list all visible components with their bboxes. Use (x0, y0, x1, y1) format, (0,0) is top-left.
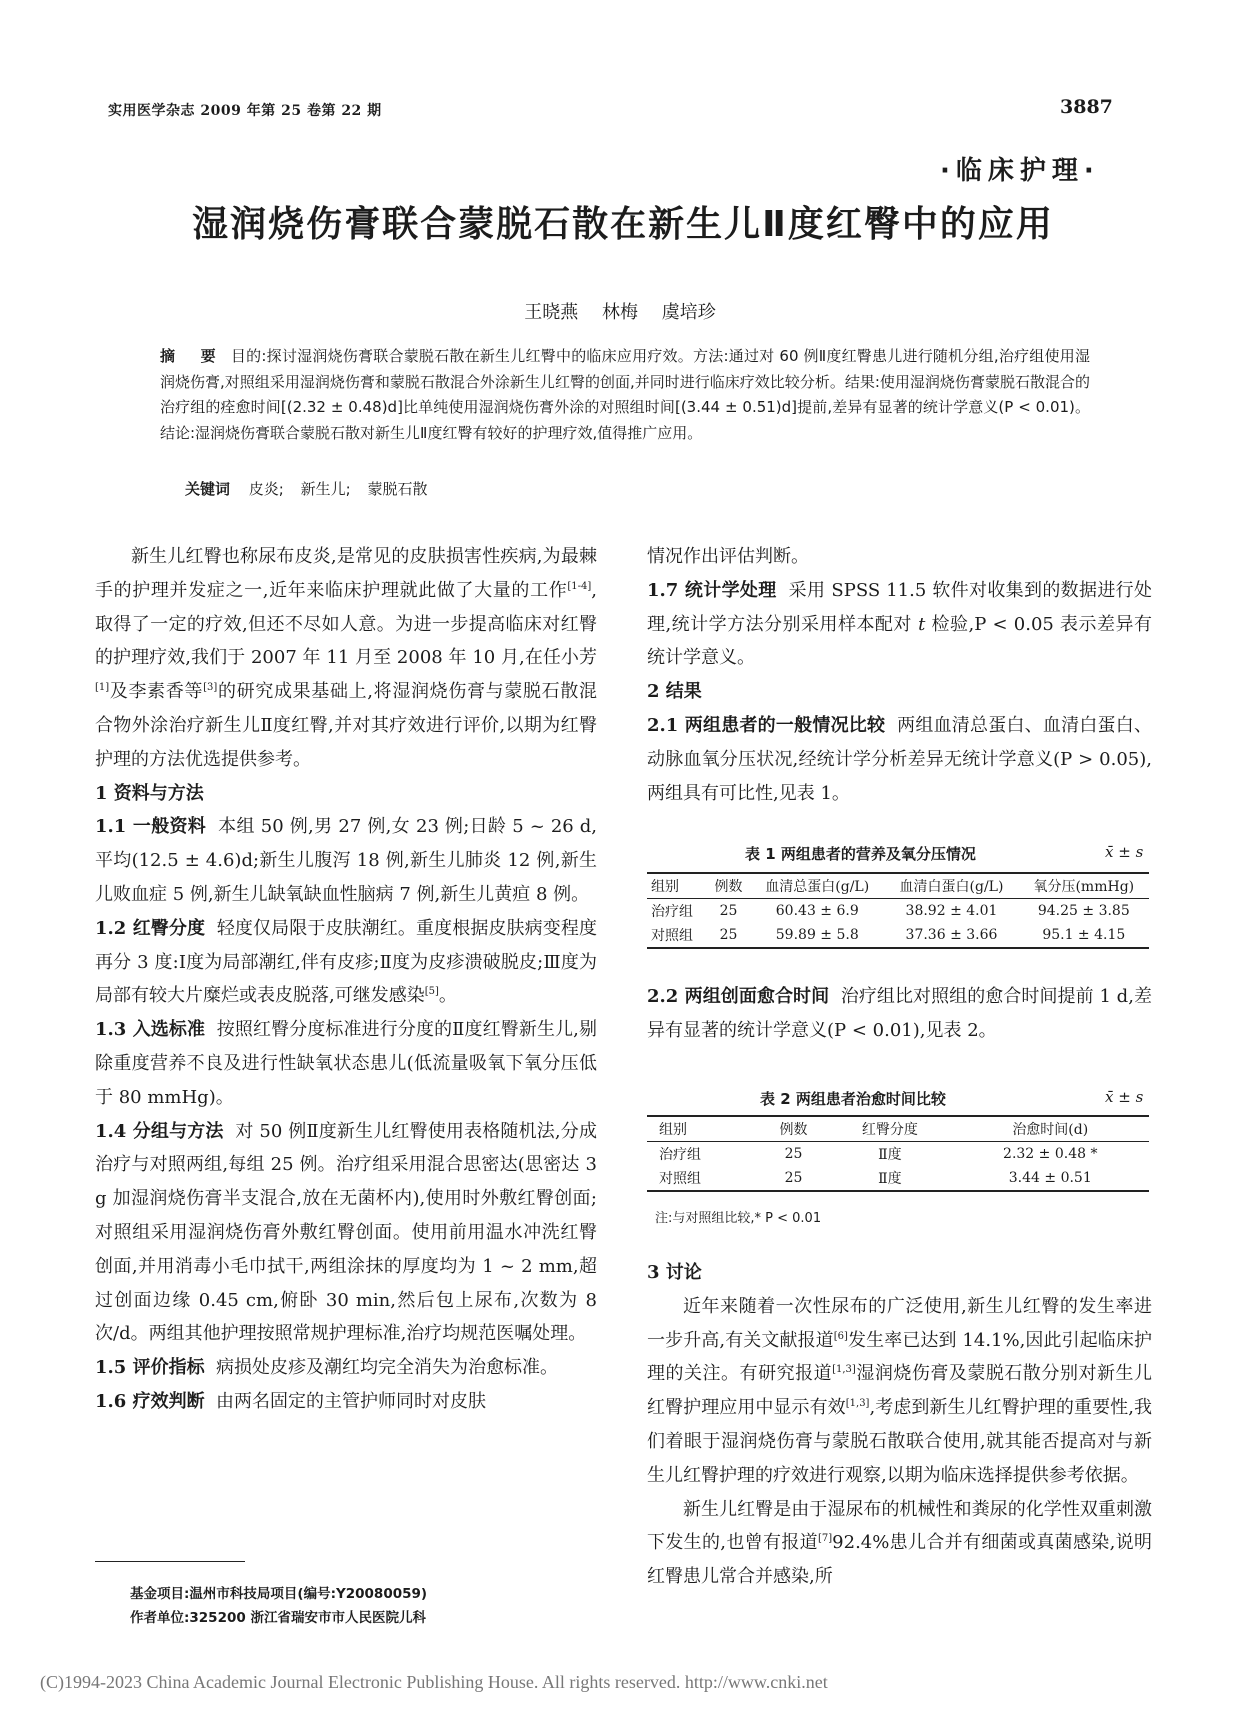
citation: [1,3] (832, 1364, 856, 1376)
discussion-section (647, 1256, 1152, 1594)
body-right-column-top (647, 540, 1152, 810)
affiliation-footnote: 作者单位:325200 浙江省瑞安市市人民医院儿科 (130, 1610, 426, 1626)
table-cell: 治疗组 (659, 1147, 701, 1163)
table1-stat: x̄ ± s (1105, 843, 1144, 861)
column-header: 血清总蛋白(g/L) (765, 879, 870, 895)
page-number: 3887 (1060, 96, 1113, 118)
table-cell: 3.44 ± 0.51 (1008, 1170, 1092, 1186)
section-heading: 1 资料与方法 (95, 782, 204, 804)
keywords (185, 478, 440, 499)
table1 (647, 872, 1149, 949)
column-header: 例数 (714, 879, 743, 895)
table-cell: 60.43 ± 6.9 (775, 903, 859, 919)
section-heading: 2 结果 (647, 681, 702, 703)
table-cell: 25 (719, 927, 738, 943)
abstract (160, 344, 1090, 446)
table-cell: 94.25 ± 3.85 (1037, 903, 1130, 919)
table-cell: 治疗组 (651, 904, 693, 920)
table-cell: 25 (784, 1146, 803, 1162)
article-title: 湿润烧伤膏联合蒙脱石散在新生儿Ⅱ度红臀中的应用 (192, 204, 1054, 245)
table-row (647, 899, 1149, 924)
table-cell: 25 (719, 903, 738, 919)
subsection-1-1: 1.1 一般资料 本组 50 例,男 27 例,女 23 例;日龄 5 ~ 26 d,平均(12.5 ± 4.6)d;新生儿腹泻 18 例,新生儿肺炎 12 例,新生儿败血症 5 例,新生儿缺氧缺血性脑病 7 例,新生儿黄疸 8 例。 (95, 816, 597, 905)
table-cell: Ⅱ度 (878, 1171, 902, 1187)
table-row (647, 1142, 1149, 1167)
citation: [6] (833, 1330, 848, 1342)
table2 (647, 1115, 1149, 1192)
column-header: 组别 (659, 1122, 687, 1138)
table-row (647, 923, 1149, 948)
subsection-1-6-continued: 情况作出评估判断。 (647, 546, 809, 567)
citation: [7] (818, 1533, 833, 1545)
abstract-label: 摘 要 (160, 347, 226, 365)
table-cell: 2.32 ± 0.48 * (1003, 1146, 1098, 1162)
table-cell: 对照组 (651, 928, 693, 944)
subsection-1-7: 1.7 统计学处理 采用 SPSS 11.5 软件对收集到的数据进行处理,统计学方法分别采用样本配对 t 检验,P < 0.05 表示差异有统计学意义。 (647, 579, 1152, 669)
authors: 王晓燕 林梅 虞培珍 (524, 302, 716, 323)
table2-stat: x̄ ± s (1105, 1088, 1144, 1106)
section-heading: 3 讨论 (647, 1262, 702, 1283)
table-cell: Ⅱ度 (878, 1147, 902, 1163)
column-header: 氧分压(mmHg) (1033, 879, 1135, 895)
keywords-label: 关键词 (185, 480, 231, 498)
table-row (647, 1166, 1149, 1191)
table-header-row (647, 873, 1149, 899)
subsection-1-2: 1.2 红臀分度 轻度仅局限于皮肤潮红。重度根据皮肤病变程度再分 3 度:Ⅰ度为局部潮红,伴有皮疹;Ⅱ度为皮疹溃破脱皮;Ⅲ度为局部有较大片糜烂或表皮脱落,可继发感染[5]。 (95, 917, 597, 1007)
copyright-footer: (C)1994-2023 China Academic Journal Electronic Publishing House. All rights reserved. http://www.cnki.net (40, 1672, 828, 1692)
table2-note: 注:与对照组比较,* P < 0.01 (655, 1211, 822, 1226)
table-cell: 37.36 ± 3.66 (905, 927, 998, 943)
table-cell: 59.89 ± 5.8 (775, 927, 859, 943)
column-header: 例数 (779, 1122, 808, 1138)
table-cell: 25 (784, 1170, 803, 1186)
citation: [5] (424, 986, 439, 998)
subsection-2-1: 2.1 两组患者的一般情况比较 两组血清总蛋白、血清白蛋白、动脉血氧分压状况,经统计学分析差异无统计学意义(P > 0.05),两组具有可比性,见表 1。 (647, 714, 1152, 804)
subsection-2-2: 2.2 两组创面愈合时间 治疗组比对照组的愈合时间提前 1 d,差异有显著的统计学意义(P < 0.01),见表 2。 (647, 986, 1152, 1041)
table-cell: 对照组 (659, 1171, 701, 1187)
keyword: 皮炎; (248, 480, 284, 498)
column-header: 血清白蛋白(g/L) (899, 879, 1004, 895)
journal-header: 实用医学杂志 2009 年第 25 卷第 22 期 (108, 103, 382, 119)
section-label: ·临床护理· (940, 156, 1100, 186)
table-cell: 38.92 ± 4.01 (905, 903, 998, 919)
keyword: 新生儿; (300, 480, 351, 498)
table-header-row (647, 1116, 1149, 1142)
citation: [1-4] (567, 580, 592, 592)
table2-caption: 表 2 两组患者治愈时间比较 (760, 1090, 946, 1108)
subsection-1-5: 1.5 评价指标 病损处皮疹及潮红均完全消失为治愈标准。 (95, 1357, 559, 1379)
intro-paragraph: 新生儿红臀也称尿布皮炎,是常见的皮肤损害性疾病,为最棘手的护理并发症之一,近年来临床护理就此做了大量的工作[1-4],取得了一定的疗效,但还不尽如人意。为进一步提高临床对红臀的护理疗效,我们于 2007 年 11 月至 2008 年 10 月,在任小芳[1]及李素香等[3]的研究成果基础上,将湿润烧伤膏与蒙脱石散混合物外涂治疗新生儿Ⅱ度红臀,并对其疗效进行评价,以期为红臀护理的方法优选提供参考。 (95, 546, 597, 770)
table-cell: 95.1 ± 4.15 (1042, 927, 1126, 943)
abstract-text: 目的:探讨湿润烧伤膏联合蒙脱石散在新生儿红臀中的临床应用疗效。方法:通过对 60 例Ⅱ度红臀患儿进行随机分组,治疗组使用湿润烧伤膏,对照组采用湿润烧伤膏和蒙脱石散混合外涂新生儿红臀的创面,并同时进行临床疗效比较分析。结果:使用湿润烧伤膏蒙脱石散混合的治疗组的痊愈时间[(2.32 ± 0.48)d]比单纯使用湿润烧伤膏外涂的对照组时间[(3.44 ± 0.51)d]提前,差异有显著的统计学意义(P < 0.01)。结论:湿润烧伤膏联合蒙脱石散对新生儿Ⅱ度红臀有较好的护理疗效,值得推广应用。 (160, 347, 1090, 442)
column-header: 组别 (651, 879, 679, 895)
footnote-divider (95, 1561, 245, 1562)
citation: [1,3] (845, 1398, 870, 1410)
column-header: 治愈时间(d) (1012, 1122, 1089, 1138)
subsection-1-6: 1.6 疗效判断 由两名固定的主管护师同时对皮肤 (95, 1390, 487, 1412)
citation: [1] (95, 682, 110, 694)
fund-footnote: 基金项目:温州市科技局项目(编号:Y20080059) (130, 1586, 428, 1602)
subsection-1-4: 1.4 分组与方法 对 50 例Ⅱ度新生儿红臀使用表格随机法,分成治疗与对照两组,每组 25 例。治疗组采用混合思密达(思密达 3 g 加湿润烧伤膏半支混合,放在无菌杯内),使用时外敷红臀创面;对照组采用湿润烧伤膏外敷红臀创面。使用前用温水冲洗红臀创面,并用消毒小毛巾拭干,两组涂抹的厚度均为 1 ~ 2 mm,超过创面边缘 0.45 cm,俯卧 30 min,然后包上尿布,次数为 8 次/d。两组其他护理按照常规护理标准,治疗均规范医嘱处理。 (95, 1120, 597, 1345)
column-header: 红臀分度 (861, 1122, 918, 1138)
discussion-paragraph: 新生儿红臀是由于湿尿布的机械性和粪尿的化学性双重刺激下发生的,也曾有报道[7]92.4%患儿合并有细菌或真菌感染,说明红臀患儿常合并感染,所 (647, 1498, 1152, 1588)
keyword: 蒙脱石散 (367, 480, 428, 498)
discussion-paragraph: 近年来随着一次性尿布的广泛使用,新生儿红臀的发生率进一步升高,有关文献报道[6]发生率已达到 14.1%,因此引起临床护理的关注。有研究报道[1,3]湿润烧伤膏及蒙脱石散分别对新生儿红臀护理应用中显示有效[1,3],考虑到新生儿红臀护理的重要性,我们着眼于湿润烧伤膏与蒙脱石散联合使用,就其能否提高对与新生儿红臀护理的疗效进行观察,以期为临床选择提供参考依据。 (647, 1295, 1152, 1486)
subsection-1-3: 1.3 入选标准 按照红臀分度标准进行分度的Ⅱ度红臀新生儿,剔除重度营养不良及进行性缺氧状态患儿(低流量吸氧下氧分压低于 80 mmHg)。 (95, 1019, 597, 1108)
body-left-column (95, 540, 597, 1419)
table1-caption: 表 1 两组患者的营养及氧分压情况 (745, 845, 976, 863)
citation: [3] (203, 682, 218, 694)
